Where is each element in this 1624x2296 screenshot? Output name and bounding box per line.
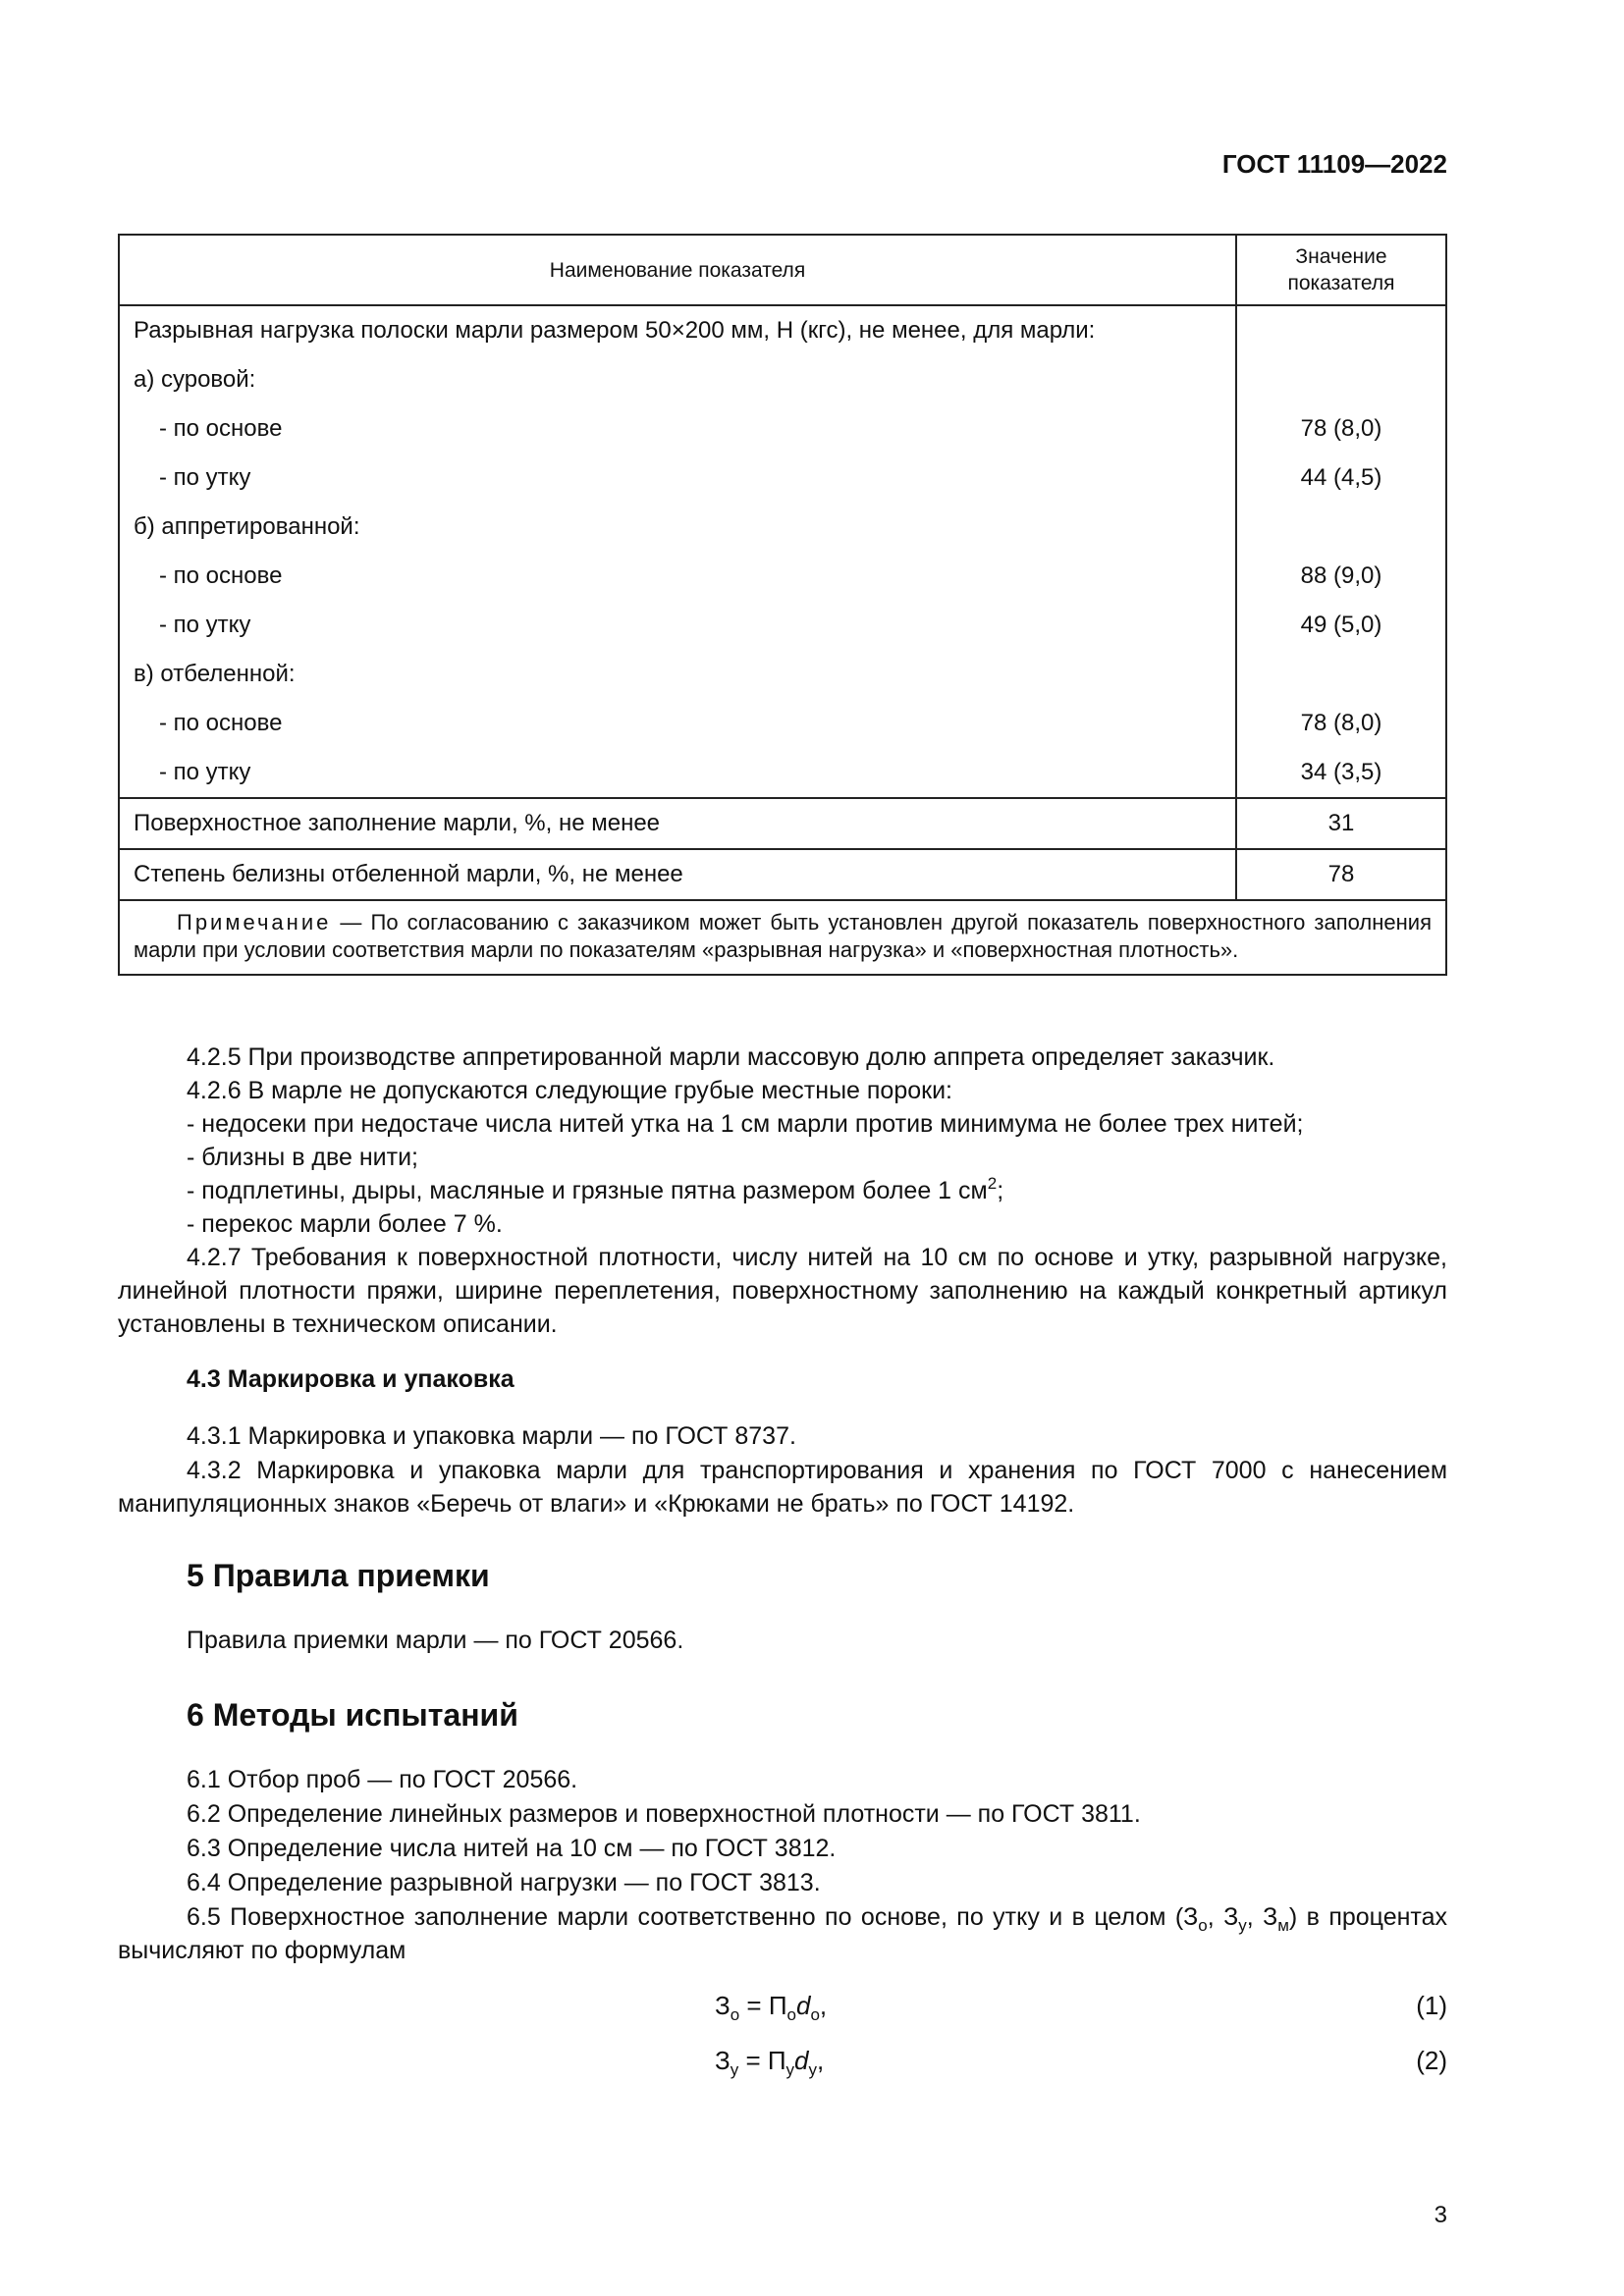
table-row <box>119 355 1446 404</box>
row-name: Разрывная нагрузка полоски марли размером 50×200 мм, Н (кгс), не менее, для марли: <box>119 305 1236 355</box>
formula-1 <box>715 1989 827 2022</box>
formula-lhs-sub: у <box>730 2060 739 2079</box>
p65-end: ) в процентах вычисляют по формулам <box>118 1903 1447 1964</box>
row-value <box>1236 355 1446 404</box>
table-header-value <box>1236 235 1446 305</box>
section-heading-6: 6 Методы испытаний <box>187 1697 518 1733</box>
row-value <box>1236 305 1446 355</box>
row-name: - по утку <box>119 748 1236 798</box>
paragraph-6-4: 6.4 Определение разрывной нагрузки — по ГОСТ 3813. <box>187 1869 821 1896</box>
paragraph-4-2-7: 4.2.7 Требования к поверхностной плотности, числу нитей на 10 см по основе и утку, разрывной нагрузке, линейной плотности пряжи, ширине переплетения, поверхностному заполнению на каждый конкретный артикул установлены в техническом описании. <box>118 1244 1447 1338</box>
defect-text: - подплетины, дыры, масляные и грязные пятна размером более 1 см <box>187 1177 988 1204</box>
table-note <box>119 900 1446 975</box>
table-row <box>119 305 1446 355</box>
paragraph-4-3-2: 4.3.2 Маркировка и упаковка марли для транспортирования и хранения по ГОСТ 7000 с нанесением манипуляционных знаков «Беречь от влаги» и «Крюками не брать» по ГОСТ 14192. <box>118 1457 1447 1518</box>
p65-start: 6.5 Поверхностное заполнение марли соответственно по основе, по утку и в целом (З <box>187 1903 1199 1931</box>
sub-o: о <box>1198 1916 1208 1935</box>
row-value: 78 (8,0) <box>1236 404 1446 454</box>
row-name: - по утку <box>119 601 1236 650</box>
formula-lhs: З <box>715 2046 731 2075</box>
formula-number-2: (2) <box>1416 2046 1447 2075</box>
row-value: 49 (5,0) <box>1236 601 1446 650</box>
row-name: а) суровой: <box>119 355 1236 404</box>
paragraph-4-2-6: 4.2.6 В марле не допускаются следующие грубые местные пороки: <box>187 1077 952 1104</box>
paragraph-4-2-5: 4.2.5 При производстве аппретированной марли массовую долю аппрета определяет заказчик. <box>187 1043 1275 1071</box>
defect-superscript: 2 <box>987 1174 998 1193</box>
row-name: в) отбеленной: <box>119 650 1236 699</box>
paragraph-6-5: 6.5 Поверхностное заполнение марли соответственно по основе, по утку и в целом ($З_о$, $З_у$, $З_м$) в процентах вычисляют по формулам <box>118 1903 1447 1964</box>
row-name: б) аппретированной: <box>119 503 1236 552</box>
row-value: 34 (3,5) <box>1236 748 1446 798</box>
defect-item: - близны в две нити; <box>187 1144 418 1171</box>
table-note-row <box>119 900 1446 975</box>
formula-lhs: З <box>715 1991 731 2020</box>
row-name: - по основе <box>119 699 1236 748</box>
formula-eq: = П <box>738 2046 786 2075</box>
sub-m: м <box>1277 1916 1289 1935</box>
formula-tail: , <box>819 1991 828 2020</box>
defect-tail: ; <box>997 1177 1004 1204</box>
paragraph-6-2: 6.2 Определение линейных размеров и поверхностной плотности — по ГОСТ 3811. <box>187 1800 1141 1828</box>
formula-tail: , <box>817 2046 825 2075</box>
formula-number-1: (1) <box>1416 1991 1447 2020</box>
row-value: 78 <box>1236 849 1446 900</box>
row-name: - по основе <box>119 552 1236 601</box>
table-row <box>119 454 1446 503</box>
table-row <box>119 849 1446 900</box>
row-value: 31 <box>1236 798 1446 849</box>
formula-var-sub: о <box>810 2005 820 2024</box>
table-row <box>119 650 1446 699</box>
row-name: - по основе <box>119 404 1236 454</box>
table-row <box>119 748 1446 798</box>
table-row <box>119 404 1446 454</box>
row-name: - по утку <box>119 454 1236 503</box>
formula-p-sub: о <box>786 2005 796 2024</box>
note-text: — По согласованию с заказчиком может быть установлен другой показатель поверхностного заполнения марли при условии соответствия марли по показателям «разрывная нагрузка» и «поверхностная плотность». <box>134 910 1432 962</box>
table-header-row <box>119 235 1446 305</box>
formula-var: d <box>794 2046 809 2075</box>
formula-2 <box>715 2044 824 2077</box>
paragraph-4-3-1: 4.3.1 Маркировка и упаковка марли — по ГОСТ 8737. <box>187 1422 796 1450</box>
indicators-table <box>118 234 1447 976</box>
table-header-name: Наименование показателя <box>119 235 1236 305</box>
note-label: Примечание <box>177 910 332 934</box>
table-row <box>119 798 1446 849</box>
sub-u: у <box>1238 1916 1247 1935</box>
defect-item <box>187 1174 1003 1207</box>
row-value: 88 (9,0) <box>1236 552 1446 601</box>
paragraph-5: Правила приемки марли — по ГОСТ 20566. <box>187 1627 684 1654</box>
table-row <box>119 601 1446 650</box>
formula-var: d <box>795 1991 811 2020</box>
paragraph-6-1: 6.1 Отбор проб — по ГОСТ 20566. <box>187 1766 578 1793</box>
formula-var-sub: у <box>808 2060 818 2079</box>
table-row <box>119 552 1446 601</box>
defect-item: - перекос марли более 7 %. <box>187 1210 503 1238</box>
subsection-heading-4-3: 4.3 Маркировка и упаковка <box>187 1365 514 1393</box>
row-name: Степень белизны отбеленной марли, %, не менее <box>119 849 1236 900</box>
formula-p-sub: у <box>785 2060 795 2079</box>
paragraph-6-3: 6.3 Определение числа нитей на 10 см — по ГОСТ 3812. <box>187 1835 837 1862</box>
formula-lhs-sub: о <box>730 2005 740 2024</box>
table-header-value-label: Значение показателя <box>1287 245 1395 294</box>
page-number: 3 <box>1434 2202 1447 2228</box>
row-value <box>1236 503 1446 552</box>
row-value: 78 (8,0) <box>1236 699 1446 748</box>
row-name: Поверхностное заполнение марли, %, не менее <box>119 798 1236 849</box>
row-value <box>1236 650 1446 699</box>
document-code: ГОСТ 11109—2022 <box>1221 149 1447 179</box>
formula-eq: = П <box>739 1991 787 2020</box>
section-heading-5: 5 Правила приемки <box>187 1558 490 1593</box>
defect-item: - недосеки при недостаче числа нитей утка на 1 см марли против минимума не более трех нитей; <box>187 1110 1304 1138</box>
row-value: 44 (4,5) <box>1236 454 1446 503</box>
table-row <box>119 699 1446 748</box>
table-row <box>119 503 1446 552</box>
